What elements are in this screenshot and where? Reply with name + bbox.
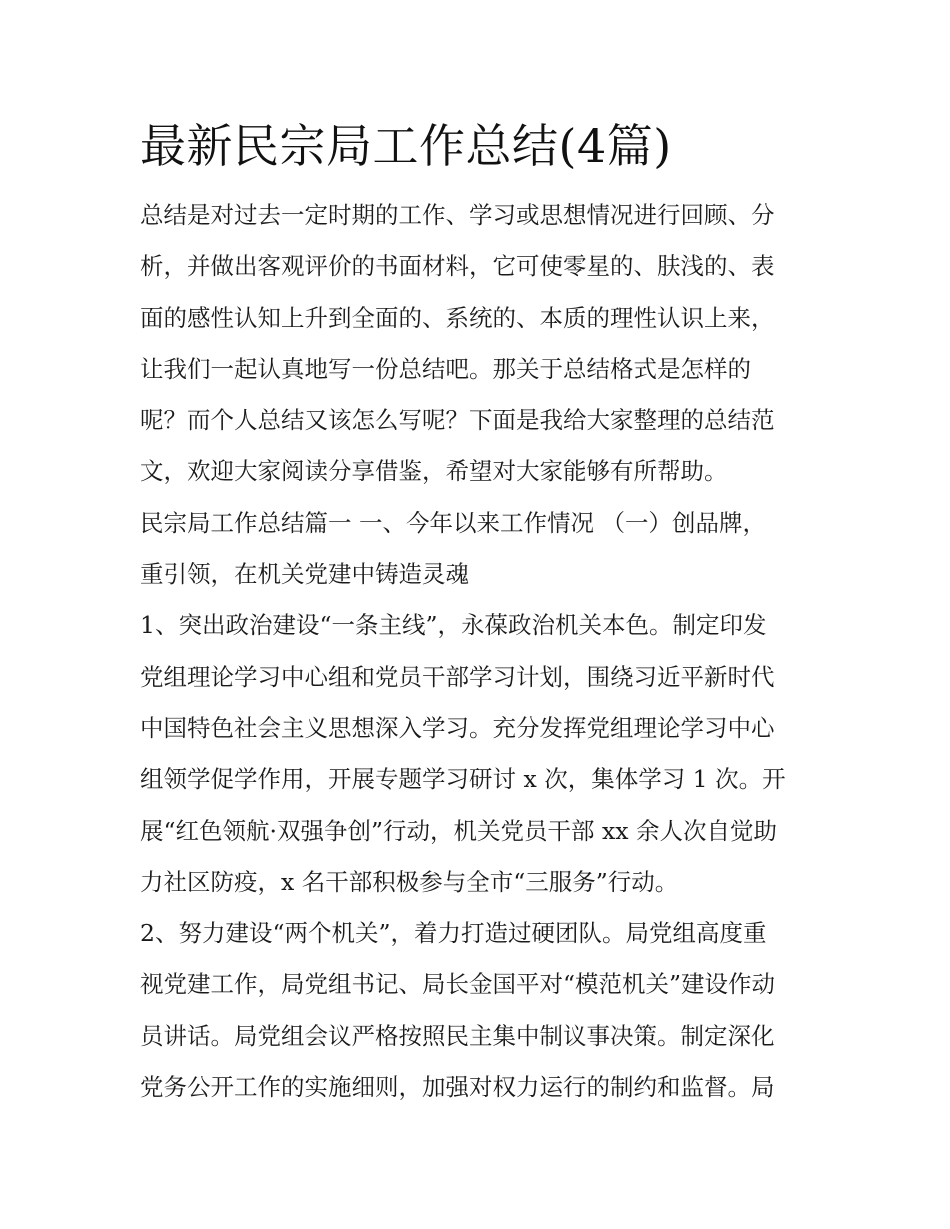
text-line: 呢？而个人总结又该怎么写呢？下面是我给大家整理的总结范 <box>140 406 775 435</box>
text-line: 面的感性认知上升到全面的、系统的、本质的理性认识上来， <box>140 303 775 332</box>
paragraph-intro <box>140 190 820 498</box>
paragraph-section-heading <box>140 498 820 601</box>
text-line: 文，欢迎大家阅读分享借鉴，希望对大家能够有所帮助。 <box>140 457 728 486</box>
text-line: 视党建工作，局党组书记、局长金国平对“模范机关”建设作动 <box>140 970 776 999</box>
text-line: 总结是对过去一定时期的工作、学习或思想情况进行回顾、分 <box>140 201 775 229</box>
text-line: 民宗局工作总结篇一 一、今年以来工作情况 （一）创品牌， <box>140 508 766 537</box>
text-line: 党组理论学习中心组和党员干部学习计划，围绕习近平新时代 <box>140 662 775 691</box>
text-line: 组领学促学作用，开展专题学习研讨 x 次，集体学习 1 次。开 <box>140 765 786 794</box>
text-line: 中国特色社会主义思想深入学习。充分发挥党组理论学习中心 <box>140 713 775 742</box>
paragraph-item-2 <box>140 908 820 1113</box>
paragraph-item-1 <box>140 600 820 908</box>
text-line: 重引领，在机关党建中铸造灵魂 <box>140 560 469 589</box>
text-line: 力社区防疫，x 名干部积极参与全市“三服务”行动。 <box>140 867 679 896</box>
text-line: 析，并做出客观评价的书面材料，它可使零星的、肤浅的、表 <box>140 252 775 281</box>
document-body <box>140 116 820 1113</box>
text-line: 让我们一起认真地写一份总结吧。那关于总结格式是怎样的 <box>140 354 751 383</box>
text-line: 员讲话。局党组会议严格按照民主集中制议事决策。制定深化 <box>140 1021 775 1050</box>
text-line: 展“红色领航·双强争创”行动，机关党员干部 xx 余人次自觉助 <box>140 816 777 845</box>
document-title: 最新民宗局工作总结(4篇) <box>140 119 672 173</box>
text-line: 2、努力建设“两个机关”，着力打造过硬团队。局党组高度重 <box>140 919 767 948</box>
text-line: 1、突出政治建设“一条主线”，永葆政治机关本色。制定印发 <box>140 611 767 640</box>
text-line: 党务公开工作的实施细则，加强对权力运行的制约和监督。局 <box>140 1073 775 1102</box>
